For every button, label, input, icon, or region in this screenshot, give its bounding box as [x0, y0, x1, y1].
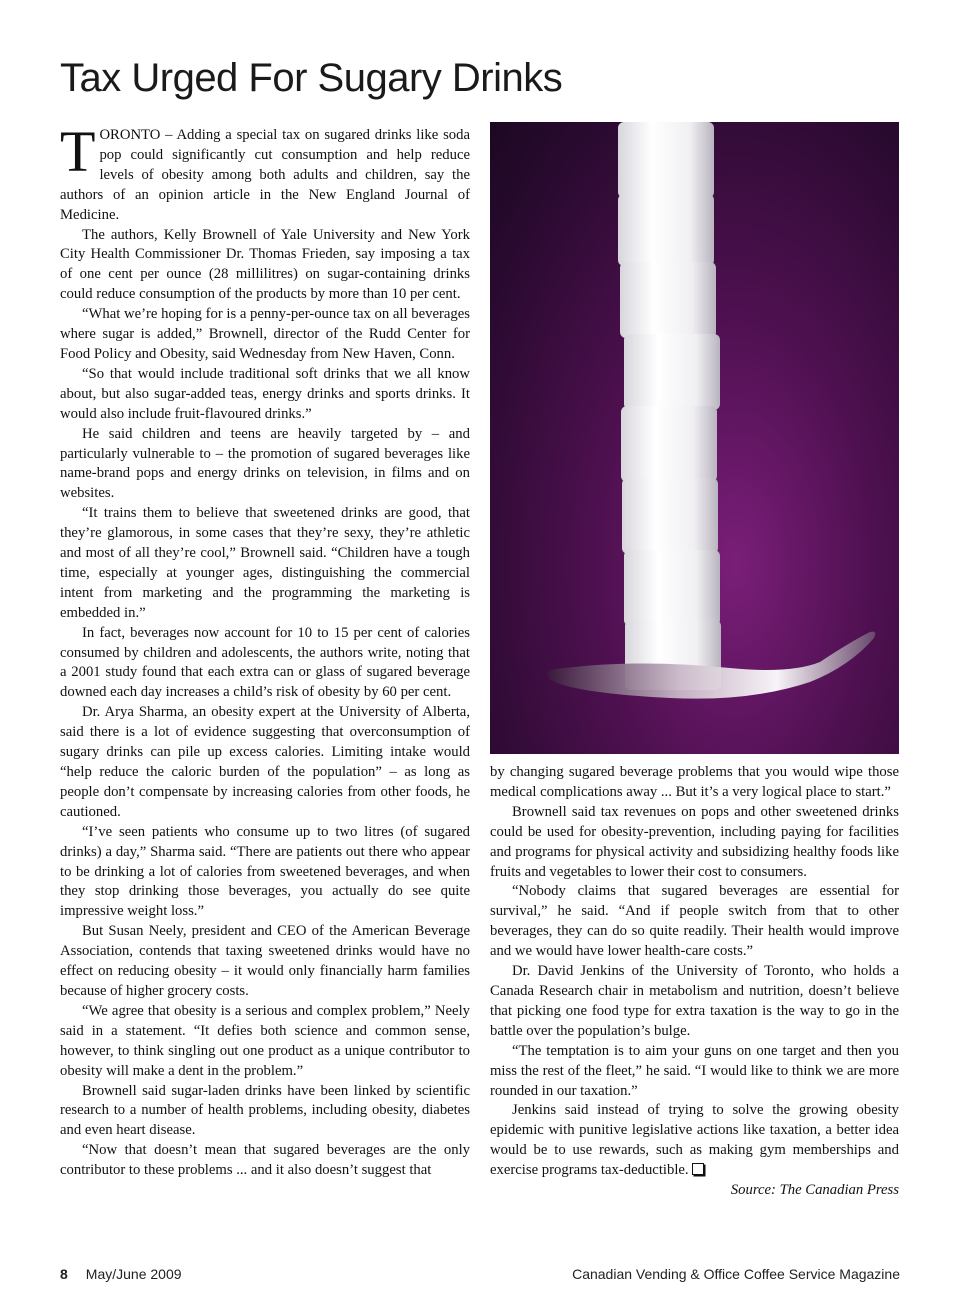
paragraph: In fact, beverages now account for 10 to 15 per cent of calories consumed by children and adolescents, the authors write, noting that a 2001 study found that each extra can or glass of sugared beverage downed each day increases a child’s risk of obesity by 60 per cent.	[60, 624, 470, 701]
final-paragraph-text: Jenkins said instead of trying to solve the growing obesity epidemic with punitive legislative actions like taxation, a better idea would be to use rewards, such as making gym memberships and exercise programs tax-deductible.	[490, 1102, 899, 1179]
paragraph-continuation: by changing sugared beverage problems that you would wipe those medical complications away ... But it’s a very logical place to start.”	[490, 764, 899, 800]
paragraph: Dr. David Jenkins of the University of Toronto, who holds a Canada Research chair in metabolism and nutrition, doesn’t believe that picking one food type for extra taxation is the way to go in the battle over the population’s bulge.	[490, 963, 899, 1039]
paragraph: He said children and teens are heavily targeted by – and particularly vulnerable to – the promotion of sugared beverages like name-brand pops and energy drinks on television, in films and on websites.	[60, 425, 470, 502]
page-footer	[60, 1266, 900, 1282]
end-mark-box-icon	[692, 1163, 704, 1175]
paragraph: “What we’re hoping for is a penny-per-ounce tax on all beverages where sugar is added,” Brownell, director of the Rudd Center for Food Policy and Obesity, said Wednesday from New Haven, Conn.	[60, 306, 470, 362]
magazine-name: Canadian Vending & Office Coffee Service Magazine	[572, 1266, 900, 1282]
paragraph: “So that would include traditional soft drinks that we all know about, but also sugar-added teas, energy drinks and sports drinks. It would also include fruit-flavoured drinks.”	[60, 365, 470, 422]
paragraph: “Nobody claims that sugared beverages are essential for survival,” he said. “And if people switch from that to other beverages, they can do so quite readily. Their health would improve and we would have lower health-care costs.”	[490, 883, 899, 960]
paragraph: The authors, Kelly Brownell of Yale University and New York City Health Commissioner Dr. Thomas Frieden, say imposing a tax of one cent per ounce (28 millilitres) on sugar-containing drinks could reduce consumption of the products by more than 10 per cent.	[60, 226, 470, 303]
sugar-cubes-on-spoon-photo	[490, 122, 899, 754]
paragraph: “We agree that obesity is a serious and complex problem,” Neely said in a statement. “It defies both science and common sense, however, to think singling out one product as a unique contributor to obesity will make a dent in the problem.”	[60, 1002, 470, 1079]
paragraph: Brownell said tax revenues on pops and other sweetened drinks could be used for obesity-prevention, including paying for facilities and programs for physical activity and subsidizing healthy foods like fruits and vegetables to lower their cost to consumers.	[490, 803, 899, 880]
paragraph: “It trains them to believe that sweetened drinks are good, that they’re glamorous, in some cases that they’re sexy, they’re athletic and most of all they’re cool,” Brownell said. “Children have a tough time, especially at younger ages, distinguishing the commercial intent from marketing and the programming the marketing is embedded in.”	[60, 505, 470, 621]
article-title: Tax Urged For Sugary Drinks	[60, 56, 563, 100]
sugar-cubes	[618, 122, 721, 690]
issue-date: May/June 2009	[85, 1266, 182, 1282]
paragraph: Dr. Arya Sharma, an obesity expert at the University of Alberta, said there is a lot of evidence suggesting that overconsumption of sugary drinks can pile up excess calories. Limiting intake would “help reduce the caloric burden of the population” – as long as people don’t compensate by increasing calories from other foods, he cautioned.	[60, 704, 470, 820]
article-column-left	[60, 119, 470, 1181]
sugar-cube-tower-illustration	[490, 122, 899, 754]
final-paragraph	[490, 1101, 899, 1181]
article-column-right	[490, 763, 899, 1201]
lead-paragraph	[60, 119, 470, 226]
paragraph: “I’ve seen patients who consume up to two litres (of sugared drinks) a day,” Sharma said. “There are patients out there who appear to be drinking a lot of calories from sweetened beverages, and when they stop drinking those beverages, you actually do see quite impressive weight loss.”	[60, 823, 470, 920]
paragraph: “The temptation is to aim your guns on one target and then you miss the rest of the fleet,” he said. “I would like to think we are more rounded in our taxation.”	[490, 1042, 899, 1099]
lead-text: ORONTO – Adding a special tax on sugared drinks like soda pop could significantly cut consumption and help reduce levels of obesity among both adults and children, say the authors of an opinion article in the New England Journal of Medicine.	[60, 127, 470, 223]
paragraph: Brownell said sugar-laden drinks have been linked by scientific research to a number of health problems, including obesity, diabetes and even heart disease.	[60, 1082, 470, 1139]
paragraph: But Susan Neely, president and CEO of the American Beverage Association, contends that taxing sweetened drinks would have no effect on reducing obesity – it would only financially harm families because of higher grocery costs.	[60, 923, 470, 999]
article-source: Source: The Canadian Press	[730, 1182, 899, 1199]
paragraph: “Now that doesn’t mean that sugared beverages are the only contributor to these problems ... and it also doesn’t suggest that	[60, 1142, 470, 1179]
page-number: 8	[60, 1266, 68, 1282]
drop-cap: T	[60, 119, 96, 184]
